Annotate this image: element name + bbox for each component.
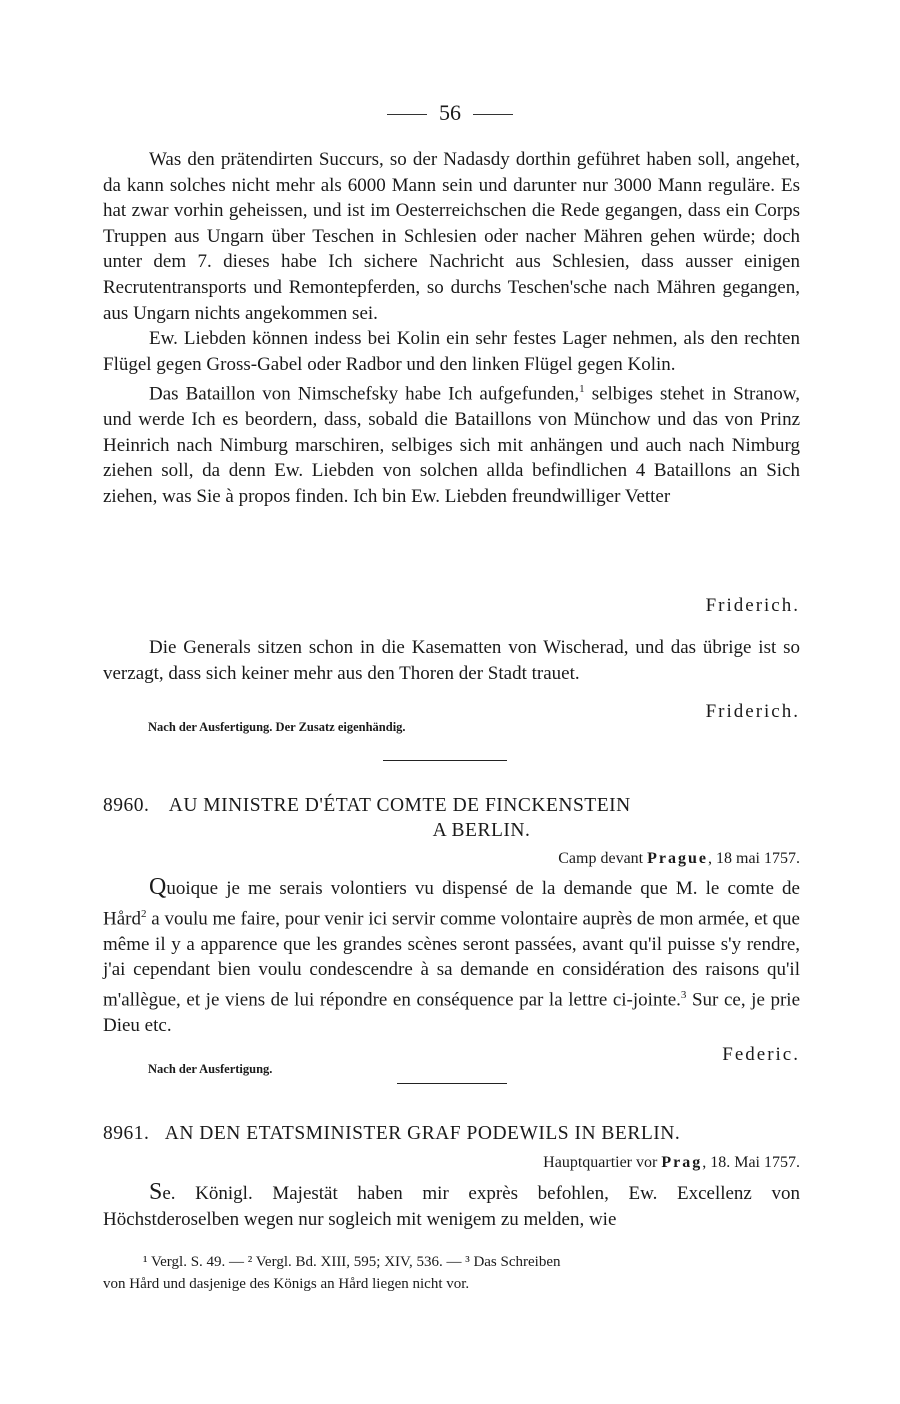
letter-addressee: AU MINISTRE D'ÉTAT COMTE DE FINCKENSTEIN bbox=[168, 795, 631, 816]
paragraph bbox=[103, 377, 800, 509]
dateline-date: , 18 mai 1757. bbox=[708, 850, 800, 867]
letter-number: 8960. bbox=[103, 795, 150, 816]
paragraph-text: selbiges stehet in Stranow, und werde Ich es beordern, dass, sobald die Bataillons von Münchow und das von Prinz Heinrich nach Nimburg marschiren, selbiges sich mit anhängen und auch nach Nimburg ziehen soll, da denn Ew. Liebden von solchen allda befindlichen 4 Bataillons an Sich ziehen, was Sie à propos finden. Ich bin Ew. Liebden freundwilliger Vetter bbox=[103, 383, 801, 508]
letter-addressee: AN DEN ETATSMINISTER GRAF PODEWILS IN BERLIN. bbox=[164, 1123, 681, 1144]
dateline bbox=[103, 1154, 800, 1172]
dateline-place: Prague bbox=[647, 850, 708, 867]
page-number: 56 bbox=[439, 100, 461, 125]
letter-number: 8961. bbox=[103, 1123, 150, 1144]
footnote-line: von Hård und dasjenige des Königs an Hård liegen nicht vor. bbox=[103, 1276, 470, 1292]
letter-heading bbox=[103, 795, 800, 817]
page-number-header bbox=[0, 100, 900, 126]
paragraph-text: e. Königl. Majestät haben mir exprès befohlen, Ew. Excellenz von Höchstderoselben wegen nur sogleich mit wenigem zu melden, wie bbox=[103, 1183, 800, 1230]
source-note: Nach der Ausfertigung. bbox=[148, 1062, 273, 1076]
dateline-date: , 18. Mai 1757. bbox=[702, 1154, 800, 1171]
postscript bbox=[103, 635, 800, 686]
letter-body bbox=[103, 875, 800, 1038]
letter-continuation bbox=[103, 147, 800, 510]
paragraph-text: a voulu me faire, pour venir ici servir comme volontaire auprès de mon armée, et que même il y a apparence que les grandes scènes seront passées, avant qu'il puisse s'y rendre, j'ai cependant bien voulu condescendre à sa demande en considération des raisons qu'il m'allègue, et je viens de lui répondre en conséquence par la lettre ci-jointe. bbox=[103, 907, 800, 1011]
initial-letter: S bbox=[149, 1179, 163, 1205]
paragraph-text: Das Bataillon von Nimschefsky habe Ich aufgefunden, bbox=[149, 383, 580, 405]
letter-heading bbox=[103, 1123, 800, 1145]
dateline-place: Prag bbox=[661, 1154, 703, 1171]
paragraph-text: Sur ce, je prie Dieu etc. bbox=[103, 989, 800, 1036]
initial-letter: Q bbox=[149, 874, 167, 900]
header-dash-right bbox=[473, 114, 513, 115]
header-dash-left bbox=[387, 114, 427, 115]
footnote-ref: 3 bbox=[680, 988, 687, 1001]
dateline-prefix: Hauptquartier vor bbox=[543, 1154, 658, 1171]
paragraph: Ew. Liebden können indess bei Kolin ein sehr festes Lager nehmen, als den rechten Flügel gegen Gross-Gabel oder Radbor und den linken Flügel gegen Kolin. bbox=[103, 328, 800, 375]
footnote-line: ¹ Vergl. S. 49. — ² Vergl. Bd. XIII, 595; XIV, 536. — ³ Das Schreiben bbox=[143, 1254, 561, 1270]
signature: Friderich. bbox=[705, 701, 800, 722]
paragraph bbox=[103, 1180, 800, 1232]
source-note: Nach der Ausfertigung. Der Zusatz eigenhändig. bbox=[148, 720, 406, 734]
letter-body bbox=[103, 1180, 800, 1232]
section-divider bbox=[383, 760, 507, 761]
paragraph bbox=[103, 875, 800, 1038]
paragraph: Was den prätendirten Succurs, so der Nadasdy dorthin geführet haben soll, angehet, da kann solches nicht mehr als 6000 Mann sein und darunter nur 3000 Mann reguläre. Es hat zwar vorhin geheissen, und ist im Oesterreichschen die Rede gegangen, dass ein Corps Truppen aus Ungarn über Teschen in Schlesien oder nacher Mähren gehen würde; doch unter dem 7. dieses habe Ich sichere Nachricht aus Schlesien, dass ausser einigen Recrutentransports und Remontepferden, so durchs Teschen'sche nach Mähren gegangen, aus Ungarn nichts angekommen sei. bbox=[103, 149, 800, 324]
signature: Friderich. bbox=[705, 595, 800, 616]
dateline bbox=[103, 850, 800, 868]
footnote-ref: 2 bbox=[140, 907, 147, 920]
letter-addressee-line2: A BERLIN. bbox=[432, 820, 531, 841]
signature: Federic. bbox=[722, 1044, 800, 1065]
paragraph-text: uoique je me serais volontiers vu dispensé de la demande que M. le comte de Hård bbox=[103, 878, 800, 929]
footnote-ref: 1 bbox=[579, 383, 585, 396]
dateline-prefix: Camp devant bbox=[558, 850, 644, 867]
footnotes bbox=[103, 1251, 800, 1295]
section-divider bbox=[397, 1083, 507, 1084]
paragraph: Die Generals sitzen schon in die Kasematten von Wischerad, und das übrige ist so verzagt, dass sich keiner mehr aus den Thoren der Stadt trauet. bbox=[103, 637, 800, 684]
